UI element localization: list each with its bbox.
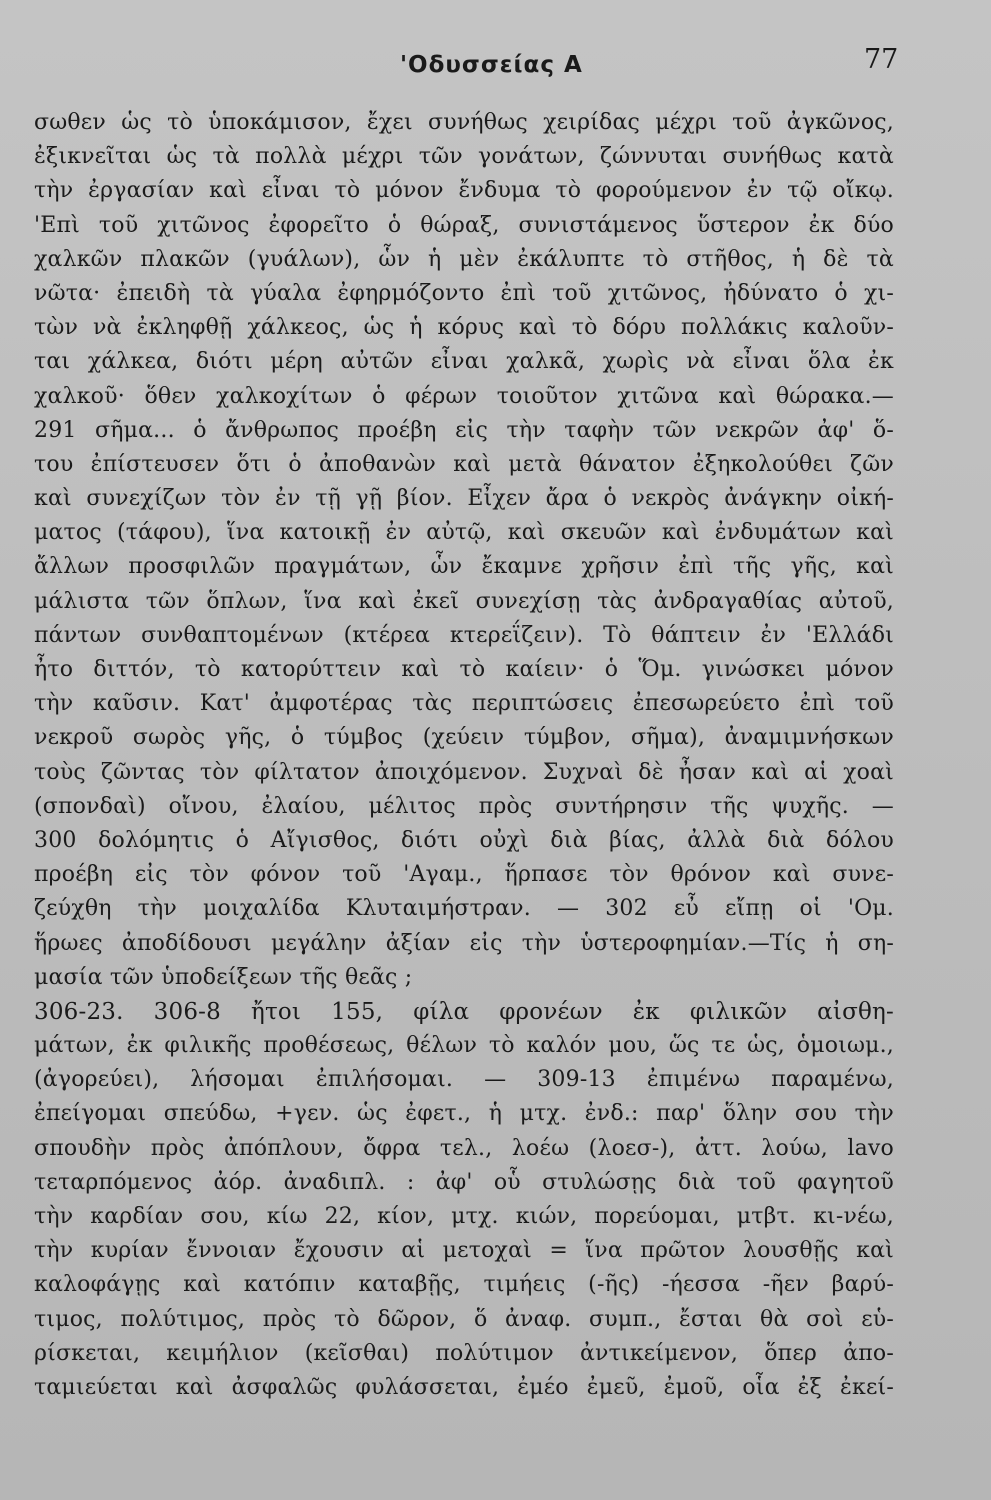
text-line: σπουδὴν πρὸς ἀπόπλουν, ὄφρα τελ., λοέω (λοεσ-), ἀττ. λούω, lavo [34,1135,894,1161]
running-title: 'Οδυσσείας Α [400,52,583,78]
text-line: μάτων, ἐκ φιλικῆς προθέσεως, θέλων τὸ καλόν μου, ὥς τε ὡς, ὁμοιωμ., [34,1033,894,1059]
text-line: τὼν νὰ ἐκληφθῇ χάλκεος, ὡς ἡ κόρυς καὶ τὸ δόρυ πολλάκις καλοῦν- [34,315,894,341]
text-line: τεταρπόμενος ἀόρ. ἀναδιπλ. : ἀφ' οὗ στυλώσῃς διὰ τοῦ φαγητοῦ [34,1169,894,1195]
text-line: ταμιεύεται καὶ ἀσφαλῶς φυλάσσεται, ἐμέο ἐμεῦ, ἐμοῦ, οἷα ἐξ ἐκεί- [34,1374,894,1400]
text-line: καλοφάγῃς καὶ κατόπιν καταβῇς, τιμήεις (-ῆς) -ήεσσα -ῆεν βαρύ- [34,1272,894,1298]
text-line: 306-23. 306-8 ἤτοι 155, φίλα φρονέων ἐκ φιλικῶν αἰσθη- [34,998,894,1025]
text-line: τὴν καῦσιν. Κατ' ἀμφοτέρας τὰς περιπτώσεις ἐπεσωρεύετο ἐπὶ τοῦ [34,691,894,717]
text-line: ἦτο διττόν, τὸ κατορύττειν καὶ τὸ καίειν· ὁ Ὅμ. γινώσκει μόνον [34,657,894,682]
text-line: χαλκῶν πλακῶν (γυάλων), ὧν ἡ μὲν ἐκάλυπτε τὸ στῆθος, ἡ δὲ τὰ [34,246,894,272]
text-line: 'Επὶ τοῦ χιτῶνος ἐφορεῖτο ὁ θώραξ, συνιστάμενος ὕστερον ἐκ δύο [34,212,894,238]
text-line: χαλκοῦ· ὅθεν χαλκοχίτων ὁ φέρων τοιοῦτον χιτῶνα καὶ θώρακα.— [34,383,894,409]
text-line: (ἀγορεύει), λήσομαι ἐπιλήσομαι. — 309-13 ἐπιμένω παραμένω, [34,1067,894,1093]
text-line: τὴν ἐργασίαν καὶ εἶναι τὸ μόνον ἔνδυμα τὸ φορούμενον ἐν τῷ οἴκῳ. [34,178,894,204]
text-line: ται χάλκεα, διότι μέρη αὐτῶν εἶναι χαλκᾶ, χωρὶς νὰ εἶναι ὅλα ἐκ [34,349,894,375]
text-line: ἄλλων προσφιλῶν πραγμάτων, ὧν ἔκαμνε χρῆσιν ἐπὶ τῆς γῆς, καὶ [34,554,894,580]
text-line: πάντων συνθαπτομένων (κτέρεα κτερεΐζειν). Τὸ θάπτειν ἐν 'Ελλάδι [34,622,894,648]
text-line: ζεύχθη τὴν μοιχαλίδα Κλυταιμήστραν. — 302 εὖ εἴπῃ οἱ 'Ομ. [34,896,894,922]
text-line: μάλιστα τῶν ὅπλων, ἵνα καὶ ἐκεῖ συνεχίσῃ τὰς ἀνδραγαθίας αὐτοῦ, [34,588,894,614]
text-line: ἐπείγομαι σπεύδω, +γεν. ὡς ἐφετ., ἡ μτχ. ἐνδ.: παρ' ὅλην σου τὴν [34,1101,894,1127]
text-line: καὶ συνεχίζων τὸν ἐν τῇ γῇ βίον. Εἶχεν ἄρα ὁ νεκρὸς ἀνάγκην οἰκή- [34,486,894,512]
text-line: τοὺς ζῶντας τὸν φίλτατον ἀποιχόμενον. Συχναὶ δὲ ἦσαν καὶ αἱ χοαὶ [34,759,894,785]
text-line: νεκροῦ σωρὸς γῆς, ὁ τύμβος (χεύειν τύμβον, σῆμα), ἀναμιμνήσκων [34,725,894,751]
text-line: μασία τῶν ὑποδείξεων τῆς θεᾶς ; [34,964,413,990]
text-line: ἐξικνεῖται ὡς τὰ πολλὰ μέχρι τῶν γονάτων, ζώννυται συνήθως κατὰ [34,144,894,170]
text-line: 291 σῆμα... ὁ ἄνθρωπος προέβη εἰς τὴν ταφὴν τῶν νεκρῶν ἀφ' ὅ- [34,417,894,443]
text-line: τιμος, πολύτιμος, πρὸς τὸ δῶρον, ὅ ἀναφ. συμπ., ἔσται θὰ σοὶ εὑ- [34,1306,894,1332]
text-line: του ἐπίστευσεν ὅτι ὁ ἀποθανὼν καὶ μετὰ θάνατον ἐξηκολούθει ζῶν [34,451,894,477]
text-line: ρίσκεται, κειμήλιον (κεῖσθαι) πολύτιμον ἀντικείμενον, ὅπερ ἀπο- [34,1340,894,1366]
text-line: 300 δολόμητις ὁ Αἴγισθος, διότι οὐχὶ διὰ βίας, ἀλλὰ διὰ δόλου [34,827,894,853]
text-line: τὴν κυρίαν ἔννοιαν ἔχουσιν αἱ μετοχαὶ = ἵνα πρῶτον λουσθῇς καὶ [34,1238,894,1264]
text-line: προέβη εἰς τὸν φόνον τοῦ 'Αγαμ., ἥρπασε τὸν θρόνον καὶ συνε- [34,862,894,888]
text-line: σωθεν ὡς τὸ ὑποκάμισον, ἔχει συνήθως χειρίδας μέχρι τοῦ ἀγκῶνος, [34,110,894,135]
text-line: νῶτα· ἐπειδὴ τὰ γύαλα ἐφηρμόζοντο ἐπὶ τοῦ χιτῶνος, ἠδύνατο ὁ χι- [34,280,894,306]
text-line: (σπονδαὶ) οἴνου, ἐλαίου, μέλιτος πρὸς συντήρησιν τῆς ψυχῆς. — [34,793,894,819]
commentary-text [34,106,894,1405]
page-number: 77 [864,44,899,75]
text-line: ματος (τάφου), ἵνα κατοικῇ ἐν αὐτῷ, καὶ σκευῶν καὶ ἐνδυμάτων καὶ [34,520,894,546]
text-line: τὴν καρδίαν σου, κίω 22, κίον, μτχ. κιών, πορεύομαι, μτβτ. κι-νέω, [34,1204,894,1229]
text-line: ἥρωες ἀποδίδουσι μεγάλην ἀξίαν εἰς τὴν ὑστεροφημίαν.—Τίς ἡ ση- [34,930,894,956]
page-header [0,44,991,88]
